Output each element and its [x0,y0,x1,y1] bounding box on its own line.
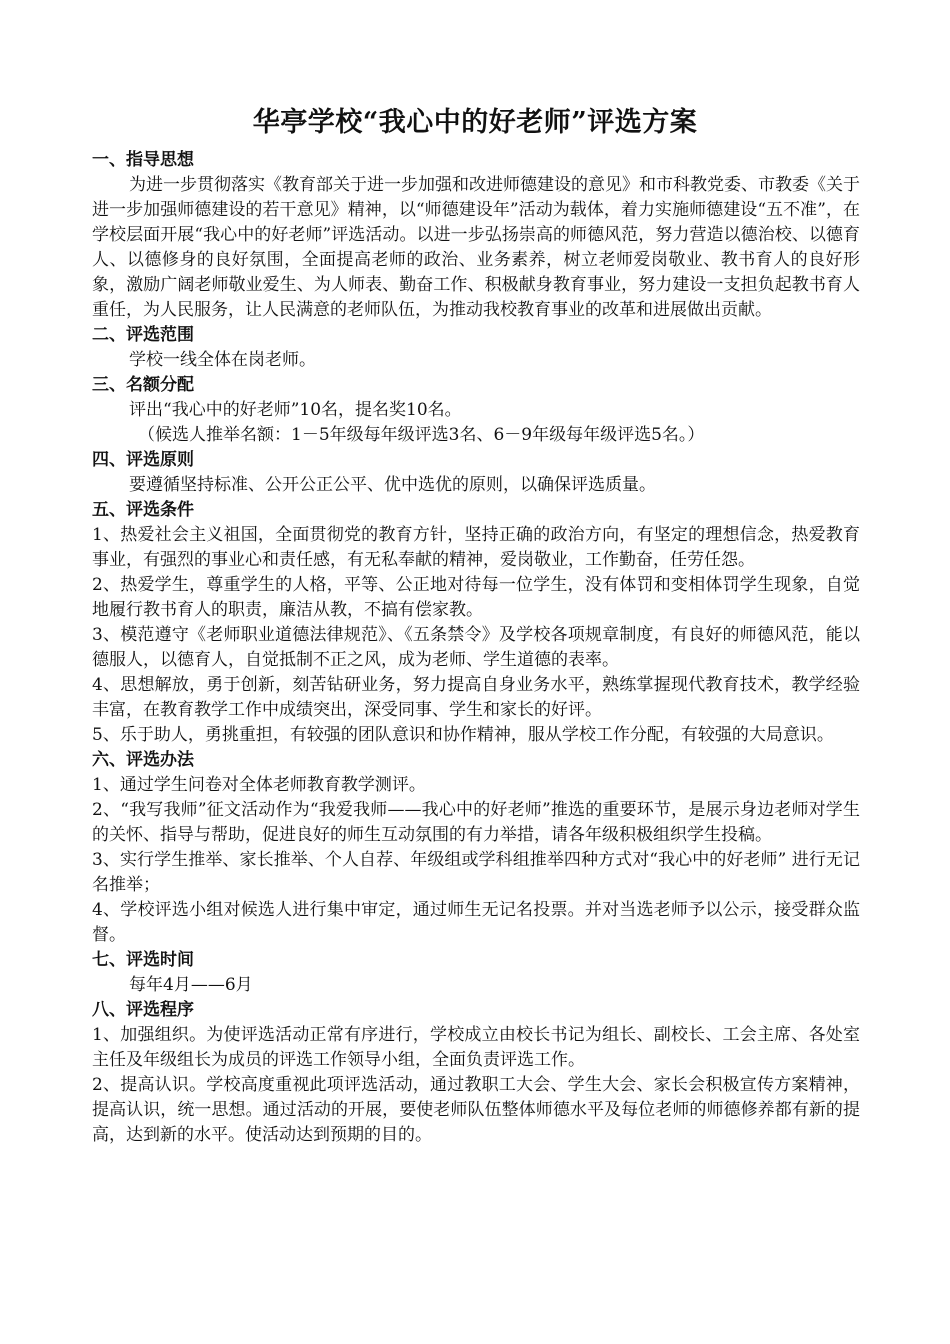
section-paragraph: 每年4月——6月 [129,975,253,995]
section-heading-procedure: 八、评选程序 [92,1000,194,1020]
section-heading-quota: 三、名额分配 [92,375,194,395]
list-item: 2、“我写我师”征文活动作为“我爱我师——我心中的好老师”推选的重要环节，是展示身边老师对学生的关怀、指导与帮助，促进良好的师生互动氛围的有力举措，请各年级积极组织学生投稿。 [92,800,860,845]
document-body [92,148,860,1148]
list-item: 1、热爱社会主义祖国，全面贯彻党的教育方针，坚持正确的政治方向，有坚定的理想信念，热爱教育事业，有强烈的事业心和责任感，有无私奉献的精神，爱岗敬业，工作勤奋，任劳任怨。 [92,525,860,570]
section-heading-guiding-ideology: 一、指导思想 [92,150,194,170]
list-item: 1、通过学生问卷对全体老师教育教学测评。 [92,775,426,795]
document-title: 华亭学校“我心中的好老师”评选方案 [252,107,698,138]
list-item: 3、实行学生推举、家长推举、个人自荐、年级组或学科组推举四种方式对“我心中的好老师” 进行无记名推举； [92,850,860,895]
section-heading-methods: 六、评选办法 [92,750,194,770]
section-paragraph: 要遵循坚持标准、公开公正公平、优中选优的原则，以确保评选质量。 [129,475,656,495]
list-item: 1、加强组织。为使评选活动正常有序进行，学校成立由校长书记为组长、副校长、工会主席、各处室主任及年级组长为成员的评选工作领导小组，全面负责评选工作。 [92,1025,860,1070]
list-item: 5、乐于助人，勇挑重担，有较强的团队意识和协作精神，服从学校工作分配，有较强的大局意识。 [92,725,834,745]
section-heading-time: 七、评选时间 [92,950,194,970]
section-paragraph: 学校一线全体在岗老师。 [129,350,316,370]
section-heading-criteria: 五、评选条件 [92,500,194,520]
section-heading-principles: 四、评选原则 [92,450,194,470]
section-paragraph: （候选人推举名额：1－5年级每年级评选3名、6－9年级每年级评选5名。） [138,425,705,445]
section-paragraph: 为进一步贯彻落实《教育部关于进一步加强和改进师德建设的意见》和市科教党委、市教委《关于进一步加强师德建设的若干意见》精神，以“师德建设年”活动为载体，着力实施师德建设“五不准”，在学校层面开展“我心中的好老师”评选活动。以进一步弘扬崇高的师德风范，努力营造以德治校、以德育人、以德修身的良好氛围，全面提高老师的政治、业务素养，树立老师爱岗敬业、教书育人的良好形象，激励广阔老师敬业爱生、为人师表、勤奋工作、积极献身教育事业，努力建设一支担负起教书育人重任，为人民服务，让人民满意的老师队伍，为推动我校教育事业的改革和进展做出贡献。 [92,175,860,320]
list-item: 2、热爱学生，尊重学生的人格，平等、公正地对待每一位学生，没有体罚和变相体罚学生现象，自觉地履行教书育人的职责，廉洁从教，不搞有偿家教。 [92,575,860,620]
section-heading-scope: 二、评选范围 [92,325,194,345]
list-item: 4、学校评选小组对候选人进行集中审定，通过师生无记名投票。并对当选老师予以公示，接受群众监督。 [92,900,860,945]
list-item: 3、模范遵守《老师职业道德法律规范》、《五条禁令》及学校各项规章制度，有良好的师德风范，能以德服人，以德育人，自觉抵制不正之风，成为老师、学生道德的表率。 [92,625,860,670]
list-item: 2、提高认识。学校高度重视此项评选活动，通过教职工大会、学生大会、家长会积极宣传方案精神，提高认识，统一思想。通过活动的开展，要使老师队伍整体师德水平及每位老师的师德修养都有新的提高，达到新的水平。使活动达到预期的目的。 [92,1075,860,1145]
list-item: 4、思想解放，勇于创新，刻苦钻研业务，努力提高自身业务水平，熟练掌握现代教育技术，教学经验丰富，在教育教学工作中成绩突出，深受同事、学生和家长的好评。 [92,675,860,720]
section-paragraph: 评出“我心中的好老师”10名，提名奖10名。 [129,400,462,420]
